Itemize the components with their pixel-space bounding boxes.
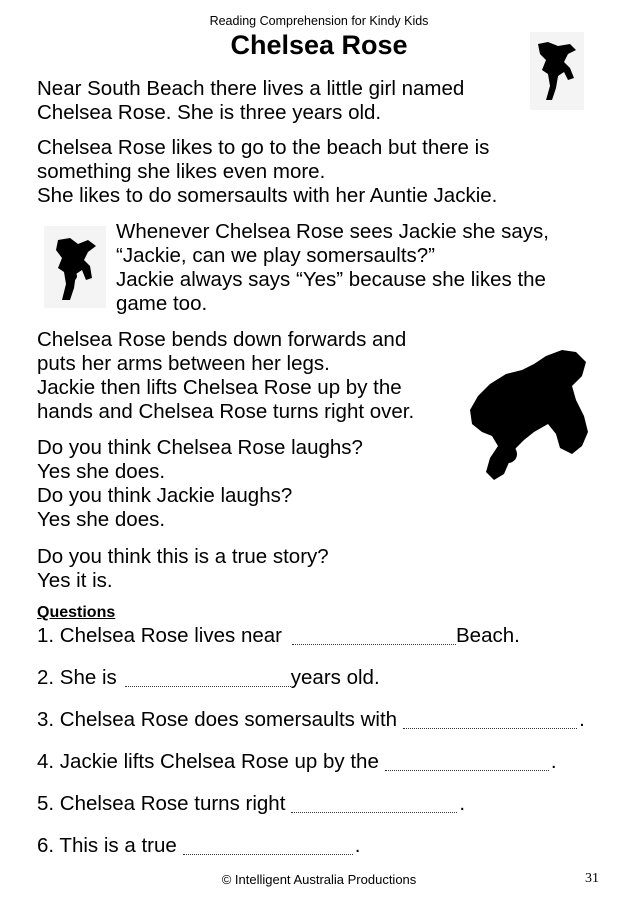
question-3 [37,708,585,732]
story-line: Yes it is. [37,569,113,592]
story-line: “Jackie, can we play somersaults?” [116,244,436,267]
story-line: Chelsea Rose likes to go to the beach but there is [37,136,490,159]
somersault-silhouette-icon [464,344,594,484]
story-line: game too. [116,292,208,315]
story-line: hands and Chelsea Rose turns right over. [37,400,415,423]
questions-heading: Questions [37,604,116,621]
story-paragraph [37,77,464,125]
story-paragraph [37,436,363,532]
question-text: . [459,792,466,815]
page-number: 31 [585,871,599,886]
question-text: 5. Chelsea Rose turns right [37,792,286,815]
page-title: Chelsea Rose [230,30,408,60]
story-line: something she likes even more. [37,160,326,183]
story-line: Yes she does. [37,508,166,531]
story-paragraph [37,328,414,424]
page-footer: © Intelligent Australia Productions [221,872,417,887]
question-1 [37,624,520,648]
somersault-silhouette-icon [530,32,584,110]
story-line: Yes she does. [37,460,166,483]
story-line: Chelsea Rose bends down forwards and [37,328,407,351]
story-line: She likes to do somersaults with her Auntie Jackie. [37,184,498,207]
question-text: 1. Chelsea Rose lives near [37,624,282,647]
question-text: . [579,708,585,731]
question-6 [37,834,360,858]
question-4 [37,750,557,774]
somersault-silhouette-icon [44,226,106,308]
story-line: puts her arms between her legs. [37,352,330,375]
question-text: . [354,834,361,857]
question-5 [37,792,465,816]
story-line: Near South Beach there lives a little girl named [37,77,465,100]
story-line: Whenever Chelsea Rose sees Jackie she says, [116,220,549,243]
question-text: 6. This is a true [37,834,177,857]
story-line: Chelsea Rose. She is three years old. [37,101,382,124]
answer-blank[interactable] [183,836,353,855]
story-line: Do you think this is a true story? [37,545,329,568]
story-paragraph [116,220,549,316]
story-line: Do you think Chelsea Rose laughs? [37,436,363,459]
question-text: . [550,750,557,773]
answer-blank[interactable] [291,794,457,813]
answer-blank[interactable] [385,752,549,771]
question-text: Beach. [456,624,520,647]
question-text: years old. [290,666,380,689]
answer-blank[interactable] [403,710,577,729]
story-paragraph [37,136,497,208]
story-line: Do you think Jackie laughs? [37,484,293,507]
story-line: Jackie always says “Yes” because she likes the [116,268,546,291]
answer-blank[interactable] [125,668,291,687]
question-2 [37,666,380,690]
page-header: Reading Comprehension for Kindy Kids [209,14,429,28]
question-text: 4. Jackie lifts Chelsea Rose up by the [37,750,379,773]
answer-blank[interactable] [292,626,456,645]
question-text: 3. Chelsea Rose does somersaults with [37,708,398,731]
question-text: 2. She is [37,666,117,689]
story-line: Jackie then lifts Chelsea Rose up by the [37,376,402,399]
story-paragraph [37,545,329,593]
